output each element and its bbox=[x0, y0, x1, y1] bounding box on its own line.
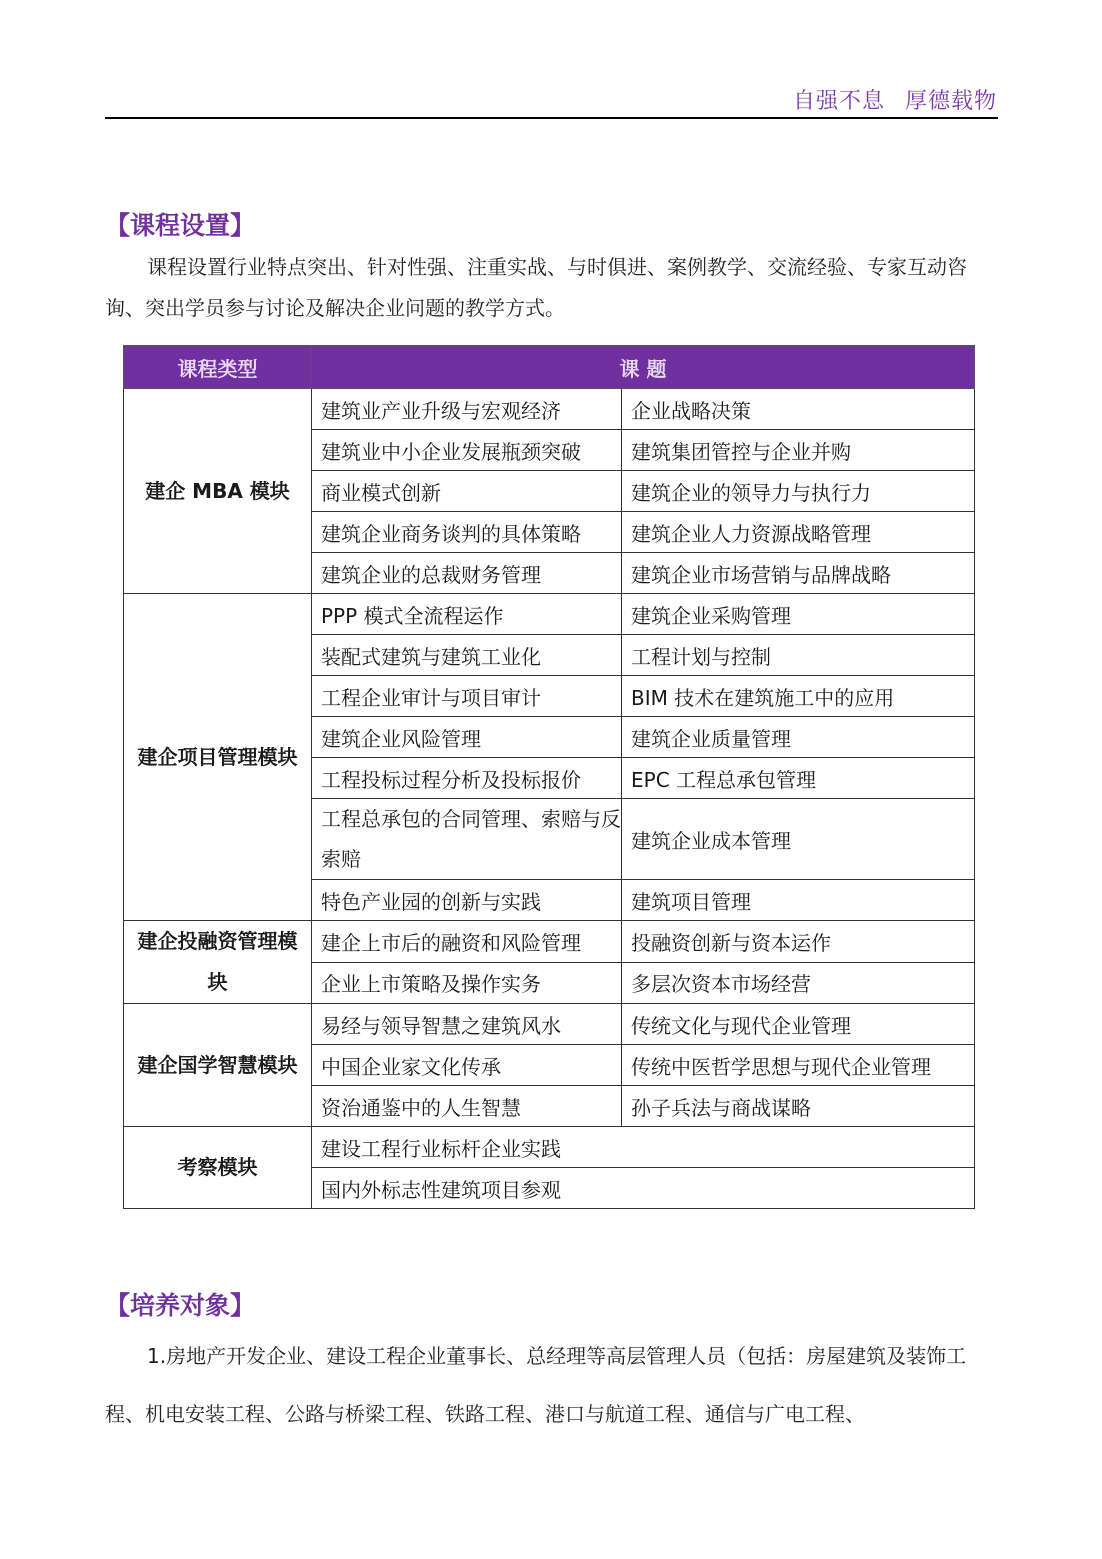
topic-cell: 建筑企业人力资源战略管理 bbox=[622, 512, 975, 553]
topic-cell: 建筑企业采购管理 bbox=[622, 594, 975, 635]
topic-cell: 资治通鉴中的人生智慧 bbox=[312, 1086, 622, 1127]
table-row bbox=[124, 389, 975, 430]
header-motto bbox=[793, 84, 997, 115]
target-audience-paragraph: 1.房地产开发企业、建设工程企业董事长、总经理等高层管理人员（包括：房屋建筑及装饰工程、机电安装工程、公路与桥梁工程、铁路工程、港口与航道工程、通信与广电工程、 bbox=[105, 1344, 967, 1426]
topic-cell: 建筑企业商务谈判的具体策略 bbox=[312, 512, 622, 553]
topic-cell: 工程总承包的合同管理、索赔与反索赔 bbox=[312, 799, 622, 880]
course-table bbox=[123, 345, 975, 1209]
column-header-type: 课程类型 bbox=[124, 346, 312, 389]
topic-cell: PPP 模式全流程运作 bbox=[312, 594, 622, 635]
topic-cell: 多层次资本市场经营 bbox=[622, 962, 975, 1004]
category-cell: 建企国学智慧模块 bbox=[124, 1004, 312, 1127]
topic-cell: 建筑企业成本管理 bbox=[622, 799, 975, 880]
header-divider bbox=[105, 117, 998, 119]
course-setup-paragraph: 课程设置行业特点突出、针对性强、注重实战、与时俱进、案例教学、交流经验、专家互动咨询、突出学员参与讨论及解决企业问题的教学方式。 bbox=[105, 255, 967, 320]
topic-cell: 建筑企业风险管理 bbox=[312, 717, 622, 758]
section-title-course-setup: 【课程设置】 bbox=[105, 211, 256, 240]
topic-cell: 建筑业中小企业发展瓶颈突破 bbox=[312, 430, 622, 471]
category-cell: 建企项目管理模块 bbox=[124, 594, 312, 921]
topic-cell: 投融资创新与资本运作 bbox=[622, 921, 975, 963]
topic-cell: 孙子兵法与商战谋略 bbox=[622, 1086, 975, 1127]
topic-cell: 建筑企业的领导力与执行力 bbox=[622, 471, 975, 512]
topic-cell: 特色产业园的创新与实践 bbox=[312, 880, 622, 921]
topic-cell: 建筑项目管理 bbox=[622, 880, 975, 921]
topic-cell: BIM 技术在建筑施工中的应用 bbox=[622, 676, 975, 717]
topic-cell: 传统中医哲学思想与现代企业管理 bbox=[622, 1045, 975, 1086]
category-cell: 考察模块 bbox=[124, 1127, 312, 1209]
section-title-target-audience: 【培养对象】 bbox=[105, 1291, 256, 1320]
category-cell: 建企 MBA 模块 bbox=[124, 389, 312, 594]
topic-cell: 中国企业家文化传承 bbox=[312, 1045, 622, 1086]
topic-cell: 商业模式创新 bbox=[312, 471, 622, 512]
topic-cell: 建筑集团管控与企业并购 bbox=[622, 430, 975, 471]
motto-right: 厚德载物 bbox=[904, 89, 997, 114]
category-cell: 建企投融资管理模块 bbox=[124, 921, 312, 1004]
table-row bbox=[124, 921, 975, 963]
motto-left: 自强不息 bbox=[792, 89, 885, 114]
topic-cell: 工程企业审计与项目审计 bbox=[312, 676, 622, 717]
topic-cell: 企业战略决策 bbox=[622, 389, 975, 430]
topic-cell: EPC 工程总承包管理 bbox=[622, 758, 975, 799]
table-row bbox=[124, 1127, 975, 1168]
table-header-row bbox=[124, 346, 975, 389]
topic-cell: 装配式建筑与建筑工业化 bbox=[312, 635, 622, 676]
topic-cell: 建企上市后的融资和风险管理 bbox=[312, 921, 622, 963]
topic-cell: 工程计划与控制 bbox=[622, 635, 975, 676]
topic-cell: 建筑企业质量管理 bbox=[622, 717, 975, 758]
topic-cell: 国内外标志性建筑项目参观 bbox=[312, 1168, 975, 1209]
topic-cell: 建筑企业的总裁财务管理 bbox=[312, 553, 622, 594]
column-header-topic: 课 题 bbox=[312, 346, 975, 389]
topic-cell: 传统文化与现代企业管理 bbox=[622, 1004, 975, 1045]
table-row bbox=[124, 594, 975, 635]
topic-cell: 企业上市策略及操作实务 bbox=[312, 962, 622, 1004]
table-row bbox=[124, 1004, 975, 1045]
topic-cell: 工程投标过程分析及投标报价 bbox=[312, 758, 622, 799]
topic-cell: 建设工程行业标杆企业实践 bbox=[312, 1127, 975, 1168]
topic-cell: 易经与领导智慧之建筑风水 bbox=[312, 1004, 622, 1045]
topic-cell: 建筑企业市场营销与品牌战略 bbox=[622, 553, 975, 594]
topic-cell: 建筑业产业升级与宏观经济 bbox=[312, 389, 622, 430]
